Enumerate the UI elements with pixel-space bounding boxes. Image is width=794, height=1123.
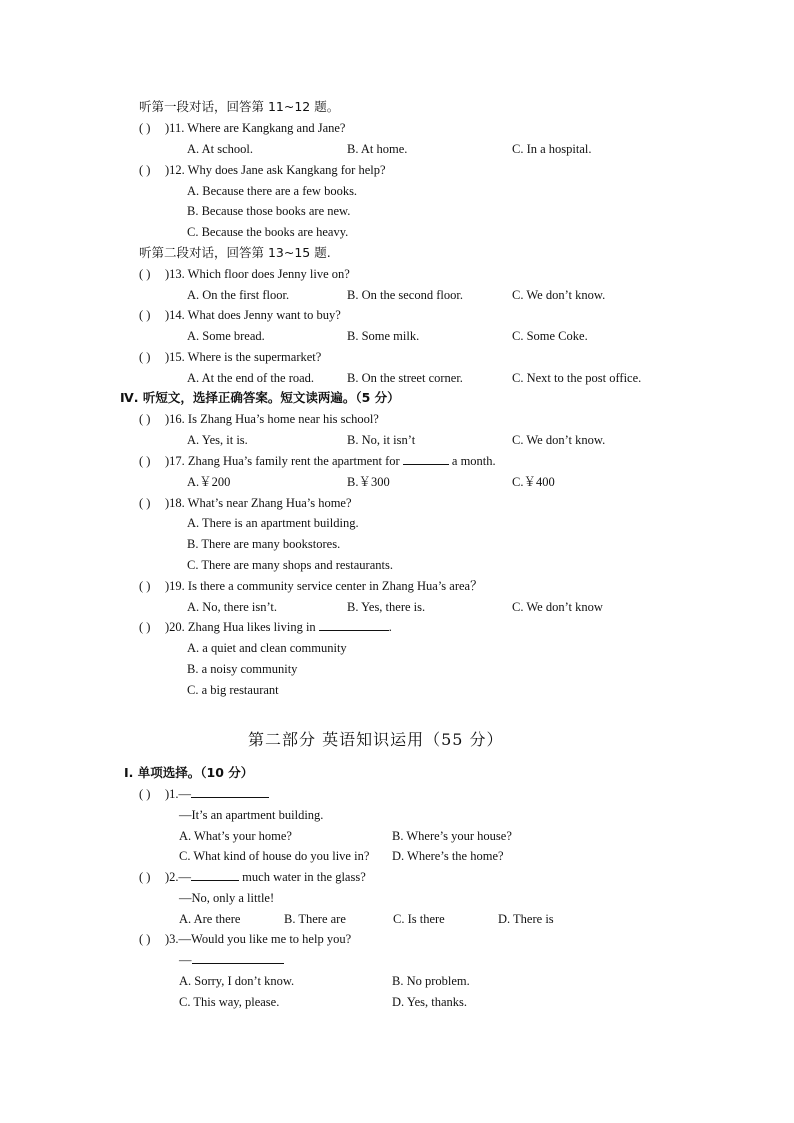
q11-paren: ( ) [139, 121, 151, 135]
p1-option-b: B. Where’s your house? [392, 829, 512, 843]
p3-stem: )3.—Would you like me to help you? [165, 932, 352, 946]
q18-stem: )18. What’s near Zhang Hua’s home? [165, 496, 352, 510]
q17-answer-blank [403, 453, 449, 465]
q17-option-b: B.￥300 [347, 475, 390, 489]
q14-option-b: B. Some milk. [347, 329, 420, 343]
p1-option-a: A. What’s your home? [179, 829, 292, 843]
q12-option-a: A. Because there are a few books. [187, 184, 358, 198]
p2-option-c: C. Is there [393, 912, 445, 926]
q15-paren: ( ) [139, 350, 151, 364]
p2-option-b: B. There are [284, 912, 346, 926]
q11-option-b: B. At home. [347, 142, 408, 156]
p2-option-d: D. There is [498, 912, 554, 926]
dialogue1-heading: 听第一段对话，回答第 11~12 题。 [139, 99, 340, 114]
q11-stem: )11. Where are Kangkang and Jane? [165, 121, 346, 135]
p2-paren: ( ) [139, 870, 151, 884]
q11-option-a: A. At school. [187, 142, 253, 156]
p3-paren: ( ) [139, 932, 151, 946]
q20-answer-blank [319, 619, 389, 631]
p2-stem-end: much water in the glass? [242, 870, 366, 884]
p1-option-c: C. What kind of house do you live in? [179, 849, 370, 863]
p1-stem [165, 786, 269, 802]
q13-option-a: A. On the first floor. [187, 288, 290, 302]
q12-option-c: C. Because the books are heavy. [187, 225, 349, 239]
p3-option-d: D. Yes, thanks. [392, 995, 468, 1009]
q20-stem [165, 619, 392, 635]
section4-heading: Ⅳ. 听短文，选择正确答案。短文读两遍。（5 分） [120, 390, 400, 405]
p3-option-c: C. This way, please. [179, 995, 280, 1009]
q18-option-c: C. There are many shops and restaurants. [187, 558, 393, 572]
p1-paren: ( ) [139, 787, 151, 801]
q17-option-a: A.￥200 [187, 475, 231, 489]
q12-option-b: B. Because those books are new. [187, 204, 351, 218]
p2-answer-blank [191, 869, 239, 881]
q16-option-c: C. We don’t know. [512, 433, 606, 447]
q17-stem-end: a month. [451, 454, 496, 468]
p3-reply-dash: — [179, 953, 192, 967]
q13-paren: ( ) [139, 267, 151, 281]
q13-stem: )13. Which floor does Jenny live on? [165, 267, 350, 281]
p3-reply [179, 952, 284, 968]
q17-stem-start: )17. Zhang Hua’s family rent the apartment for [165, 454, 400, 468]
q18-option-a: A. There is an apartment building. [187, 516, 359, 530]
q13-option-c: C. We don’t know. [512, 288, 606, 302]
q19-option-c: C. We don’t know [512, 600, 603, 614]
q15-option-c: C. Next to the post office. [512, 371, 642, 385]
q18-paren: ( ) [139, 496, 151, 510]
q20-option-a: A. a quiet and clean community [187, 641, 347, 655]
q16-option-a: A. Yes, it is. [187, 433, 248, 447]
q15-stem: )15. Where is the supermarket? [165, 350, 322, 364]
q20-paren: ( ) [139, 620, 151, 634]
p3-option-a: A. Sorry, I don’t know. [179, 974, 295, 988]
p2-stem [165, 869, 366, 885]
q16-stem: )16. Is Zhang Hua’s home near his school? [165, 412, 379, 426]
q20-stem-start: )20. Zhang Hua likes living in [165, 620, 316, 634]
q19-option-a: A. No, there isn’t. [187, 600, 278, 614]
q19-stem: )19. Is there a community service center in Zhang Hua’s area？ [165, 579, 483, 593]
p1-reply: —It’s an apartment building. [179, 808, 324, 822]
p1-stem-text: )1.— [165, 787, 192, 801]
p1-option-d: D. Where’s the home? [392, 849, 504, 863]
q14-option-a: A. Some bread. [187, 329, 265, 343]
q16-paren: ( ) [139, 412, 151, 426]
p3-option-b: B. No problem. [392, 974, 470, 988]
q19-option-b: B. Yes, there is. [347, 600, 426, 614]
q15-option-b: B. On the street corner. [347, 371, 463, 385]
q16-option-b: B. No, it isn’t [347, 433, 416, 447]
q20-option-b: B. a noisy community [187, 662, 298, 676]
dialogue2-heading: 听第二段对话，回答第 13~15 题. [139, 245, 331, 260]
p2-reply: —No, only a little! [179, 891, 275, 905]
q15-option-a: A. At the end of the road. [187, 371, 315, 385]
part2-title: 第二部分 英语知识运用（55 分） [248, 730, 504, 749]
q11-option-c: C. In a hospital. [512, 142, 592, 156]
q12-stem: )12. Why does Jane ask Kangkang for help? [165, 163, 386, 177]
q14-stem: )14. What does Jenny want to buy? [165, 308, 341, 322]
q20-stem-end: . [388, 620, 392, 634]
q20-option-c: C. a big restaurant [187, 683, 279, 697]
q12-paren: ( ) [139, 163, 151, 177]
q17-paren: ( ) [139, 454, 151, 468]
p2-option-a: A. Are there [179, 912, 241, 926]
p2-stem-start: )2.— [165, 870, 192, 884]
q17-option-c: C.￥400 [512, 475, 555, 489]
q13-option-b: B. On the second floor. [347, 288, 463, 302]
section1-heading: Ⅰ. 单项选择。（10 分） [124, 765, 254, 780]
q14-paren: ( ) [139, 308, 151, 322]
q18-option-b: B. There are many bookstores. [187, 537, 341, 551]
q14-option-c: C. Some Coke. [512, 329, 588, 343]
p1-answer-blank [191, 786, 269, 798]
p3-answer-blank [192, 952, 284, 964]
q17-stem [165, 453, 496, 469]
q19-paren: ( ) [139, 579, 151, 593]
